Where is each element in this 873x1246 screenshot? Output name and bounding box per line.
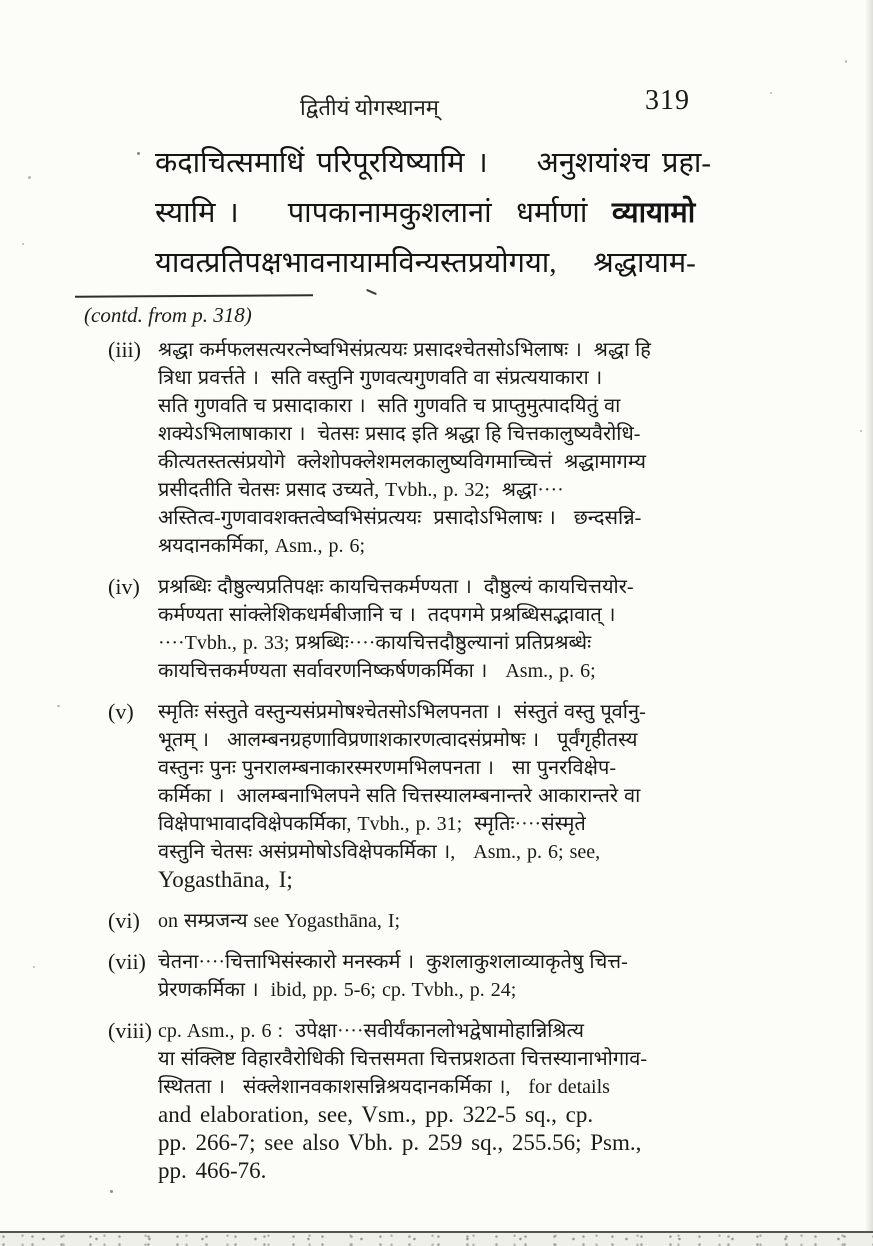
scan-speck [110,1190,113,1193]
footnote-item [108,698,817,894]
footnote-item-label: (iii) [108,337,141,362]
scan-speck [770,92,772,94]
footnote-item-label: (viii) [108,1018,152,1043]
scan-speck [860,430,862,432]
scan-speck [845,60,847,63]
main-text-line: कदाचित्समाधिं परिपूरयिष्यामि । अनुशयांश्च प्रहा- [155,147,712,179]
footnote-line: कायचित्तकर्मण्यता सर्वावरणनिष्कर्षणकर्मिका । Asm., p. 6; [158,660,596,682]
footnote-item-body [158,698,817,894]
footnote-line: प्रसीदतीति चेतसः प्रसाद उच्यते, Tvbh., p. 32; श्रद्धा···· [158,479,564,501]
main-text-line: यावत्प्रतिपक्षभावनायामविन्यस्तप्रयोगया, श्रद्धायाम- [155,247,696,279]
contd-note: (contd. from p. 318) [84,303,252,327]
footnote-item-body [158,948,817,1004]
footnote-line: ····Tvbh., p. 33; प्रश्रब्धिः····कायचित्तदौष्ठुल्यानां प्रतिप्रश्रब्धेः [158,632,592,654]
footnote-line: विक्षेपाभावादविक्षेपकर्मिका, Tvbh., p. 31; स्मृतिः····संस्मृते [158,813,586,835]
footnote-line: कीत्यतस्तत्संप्रयोगे क्लेशोपक्लेशमलकालुष्यविगमाच्चित्तं श्रद्धामागम्य [158,451,646,473]
footnote-item [108,1017,817,1185]
scan-speck [33,966,35,968]
footnote-line: अस्तित्व-गुणवावशक्तत्वेष्वभिसंप्रत्ययः प्रसादोऽभिलाषः । छन्दसन्नि- [158,507,642,529]
footnote-item-label: (vi) [108,908,140,933]
footnote-line: स्मृतिः संस्तुते वस्तुन्यसंप्रमोषश्चेतसोऽभिलपनता । संस्तुतं वस्तु पूर्वानु- [158,701,646,723]
footnote-item-body [158,336,817,560]
scan-speck [28,176,31,179]
footnote-line: pp. 266-7; see also Vbh. p. 259 sq., 255.56; Psm., [158,1130,642,1155]
footnote-line: सति गुणवति च प्रसादाकारा । सति गुणवति च प्राप्तुमुत्पादयितुं वा [158,395,621,417]
footnote-item [108,336,817,560]
footnote-line: cp. Asm., p. 6 : उपेक्षा····सवीर्यंकानलोभद्वेषामोहान्निश्रित्य [158,1020,584,1042]
scan-speck [57,705,60,707]
footnote-line: स्थितता । संक्लेशानवकाशसन्निश्रयदानकर्मिका ।, for details [158,1076,610,1098]
footnote-line: कर्मिका । आलम्बनाभिलपने सति चित्तस्यालम्बनान्तरे आकारान्तरे वा [158,785,641,807]
footnote-line: प्रेरणकर्मिका । ibid, pp. 5-6; cp. Tvbh., p. 24; [158,979,517,1001]
footnote-line: कर्मण्यता सांक्लेशिकधर्मबीजानि च । तदपगमे प्रश्रब्धिसद्भावात् । [158,604,616,626]
footnote-line: श्रयदानकर्मिका, Asm., p. 6; [158,535,366,557]
footnote-line: Yogasthāna, I; [158,867,293,892]
footnote-item-label: (v) [108,699,134,724]
footnote-item-body [158,1017,817,1185]
scan-speck [137,152,140,155]
scan-speck [22,243,24,245]
footnote-line: श्रद्धा कर्मफलसत्यरत्नेष्वभिसंप्रत्ययः प्रसादश्चेतसोऽभिलाषः । श्रद्धा हि [158,339,651,361]
footnote-items [108,336,817,1185]
footnote-item [108,907,817,935]
footnote-line: त्रिधा प्रवर्त्तते । सति वस्तुनि गुणवत्यगुणवति वा संप्रत्ययाकारा । [158,367,603,389]
footnote-line: वस्तुनः पुनः पुनरालम्बनाकारस्मरणमभिलपनता । सा पुनरविक्षेप- [158,757,616,779]
main-text-line: स्यामि । पापकानामकुशलानां धर्माणां व्यायामो [155,197,696,229]
footnote-item-label: (iv) [108,574,140,599]
footnote-line: and elaboration, see, Vsm., pp. 322-5 sq., cp. [158,1102,594,1127]
footnote-line: प्रश्रब्धिः दौष्ठुल्यप्रतिपक्षः कायचित्तकर्मण्यता । दौष्ठुल्यं कायचित्तयोर- [158,576,634,598]
footnote-line: शक्येऽभिलाषाकारा । चेतसः प्रसाद इति श्रद्धा हि चित्तकालुष्यवैरोधि- [158,423,641,445]
footnote-item-body [158,573,817,685]
footnote-item [108,573,817,685]
footnote-rule [75,294,313,297]
footnote-line: चेतना····चित्ताभिसंस्कारो मनस्कर्म । कुशलाकुशलाव्याकृतेषु चित्त- [158,951,628,973]
footnote-line: वस्तुनि चेतसः असंप्रमोषोऽविक्षेपकर्मिका ।, Asm., p. 6; see, [158,841,601,863]
footnote-line: भूतम् । आलम्बनग्रहणाविप्रणाशकारणत्वादसंप्रमोषः । पूर्वंगृहीतस्य [158,729,638,751]
footnote-item-label: (vii) [108,949,146,974]
main-text [155,138,785,288]
scan-edge-bottom [0,1231,873,1246]
footnote-line: on सम्प्रजन्य see Yogasthāna, I; [158,910,401,932]
page-header-title: द्वितीयं योगस्थानम् [300,95,439,120]
scan-edge-right [865,0,873,1246]
footnote-item [108,948,817,1004]
stray-ink-mark [366,289,377,295]
footnote-line: या संक्लिष्ट विहारवैरोधिकी चित्तसमता चित्तप्रशठता चित्तस्यानाभोगाव- [158,1048,648,1070]
footnote-item-body [158,907,817,935]
footnote-line: pp. 466-76. [158,1158,267,1183]
page-number: 319 [645,85,690,116]
